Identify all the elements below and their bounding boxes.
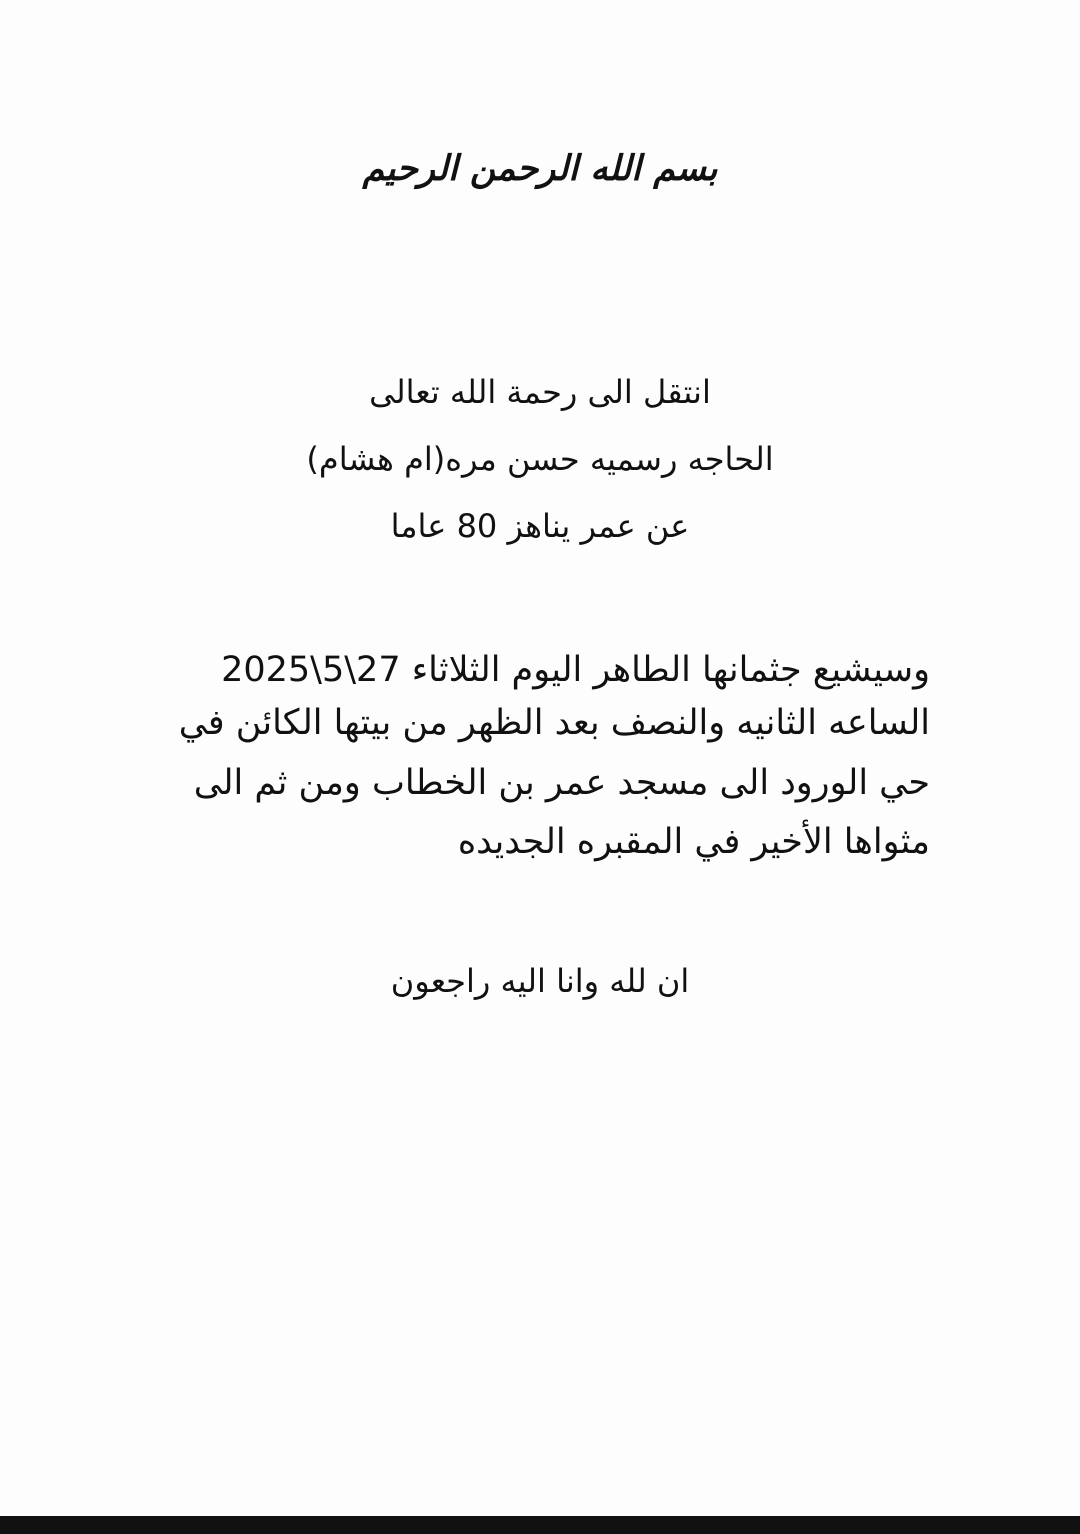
age-line: عن عمر يناهز 80 عاما xyxy=(390,507,690,545)
deceased-name: الحاجه رسميه حسن مره(ام هشام) xyxy=(306,440,774,478)
announcement-line: انتقل الى رحمة الله تعالى xyxy=(369,373,711,411)
funeral-details-line: وسيشيع جثمانها الطاهر اليوم الثلاثاء 27\5\2025 xyxy=(221,650,930,690)
funeral-details-line: الساعه الثانيه والنصف بعد الظهر من بيتها الكائن في xyxy=(178,703,930,743)
bottom-edge-bar xyxy=(0,1516,1080,1534)
basmala-heading: بسم الله الرحمن الرحيم xyxy=(362,148,718,189)
funeral-details-line: حي الورود الى مسجد عمر بن الخطاب ومن ثم الى xyxy=(193,763,930,803)
funeral-details-line: مثواها الأخير في المقبره الجديده xyxy=(457,822,930,862)
closing-verse: ان لله وانا اليه راجعون xyxy=(390,962,690,1000)
